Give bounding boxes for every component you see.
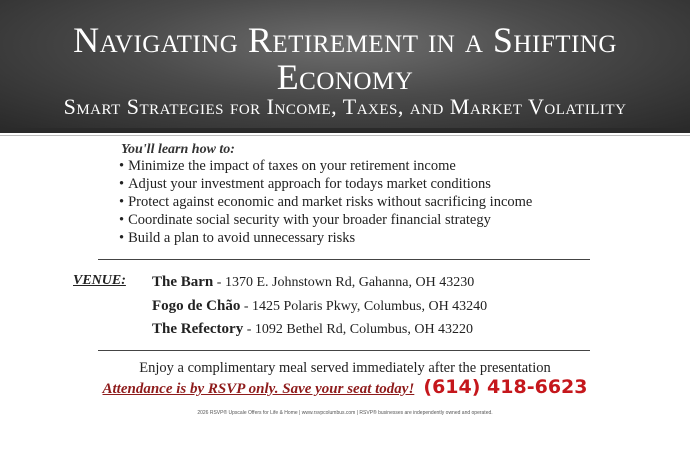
rsvp-phone[interactable]: (614) 418-6623 [423,376,588,398]
venue-address: 1425 Polaris Pkwy, Columbus, OH 43240 [252,299,488,314]
header-banner [0,0,690,128]
divider-lower [98,350,590,351]
page-subtitle: Smart Strategies for Income, Taxes, and Market Volatility [63,94,627,119]
rsvp-text: Attendance is by RSVP only. Save your seat today! [102,381,415,397]
venue-name: Fogo de Chão [152,298,241,314]
header-thin-rule [0,135,690,136]
learn-item: • Adjust your investment approach for todays market conditions [119,176,491,192]
learn-item: • Minimize the impact of taxes on your retirement income [119,158,456,174]
venue-item: The Barn - 1370 E. Johnstown Rd, Gahanna, OH 43230 [152,274,475,290]
venue-item: The Refectory - 1092 Bethel Rd, Columbus, OH 43220 [152,321,474,337]
venue-item: Fogo de Chão - 1425 Polaris Pkwy, Columbus, OH 43240 [152,298,488,314]
header-rule [0,128,690,133]
venue-name: The Barn [152,274,214,290]
learn-section [119,142,532,247]
learn-heading: You'll learn how to: [121,142,235,157]
learn-item: • Coordinate social security with your broader financial strategy [119,212,491,228]
venue-address: 1370 E. Johnstown Rd, Gahanna, OH 43230 [224,275,475,290]
venue-label: VENUE: [73,273,126,288]
learn-item: • Build a plan to avoid unnecessary risks [119,230,356,246]
learn-list [119,157,532,247]
learn-item: • Protect against economic and market risks without sacrificing income [119,194,533,210]
venue-address: 1092 Bethel Rd, Columbus, OH 43220 [254,322,474,337]
meal-note: Enjoy a complimentary meal served immediately after the presentation [139,360,551,376]
venue-name: The Refectory [152,321,244,337]
rsvp-line [0,376,690,398]
divider-upper [98,259,590,260]
page-title: Navigating Retirement in a Shifting Economy [73,20,617,97]
footer-fineprint: 2026 RSVP® Upscale Offers for Life & Home | www.rsvpcolumbus.com | RSVP® businesses are independently owned and operated. [197,410,493,416]
